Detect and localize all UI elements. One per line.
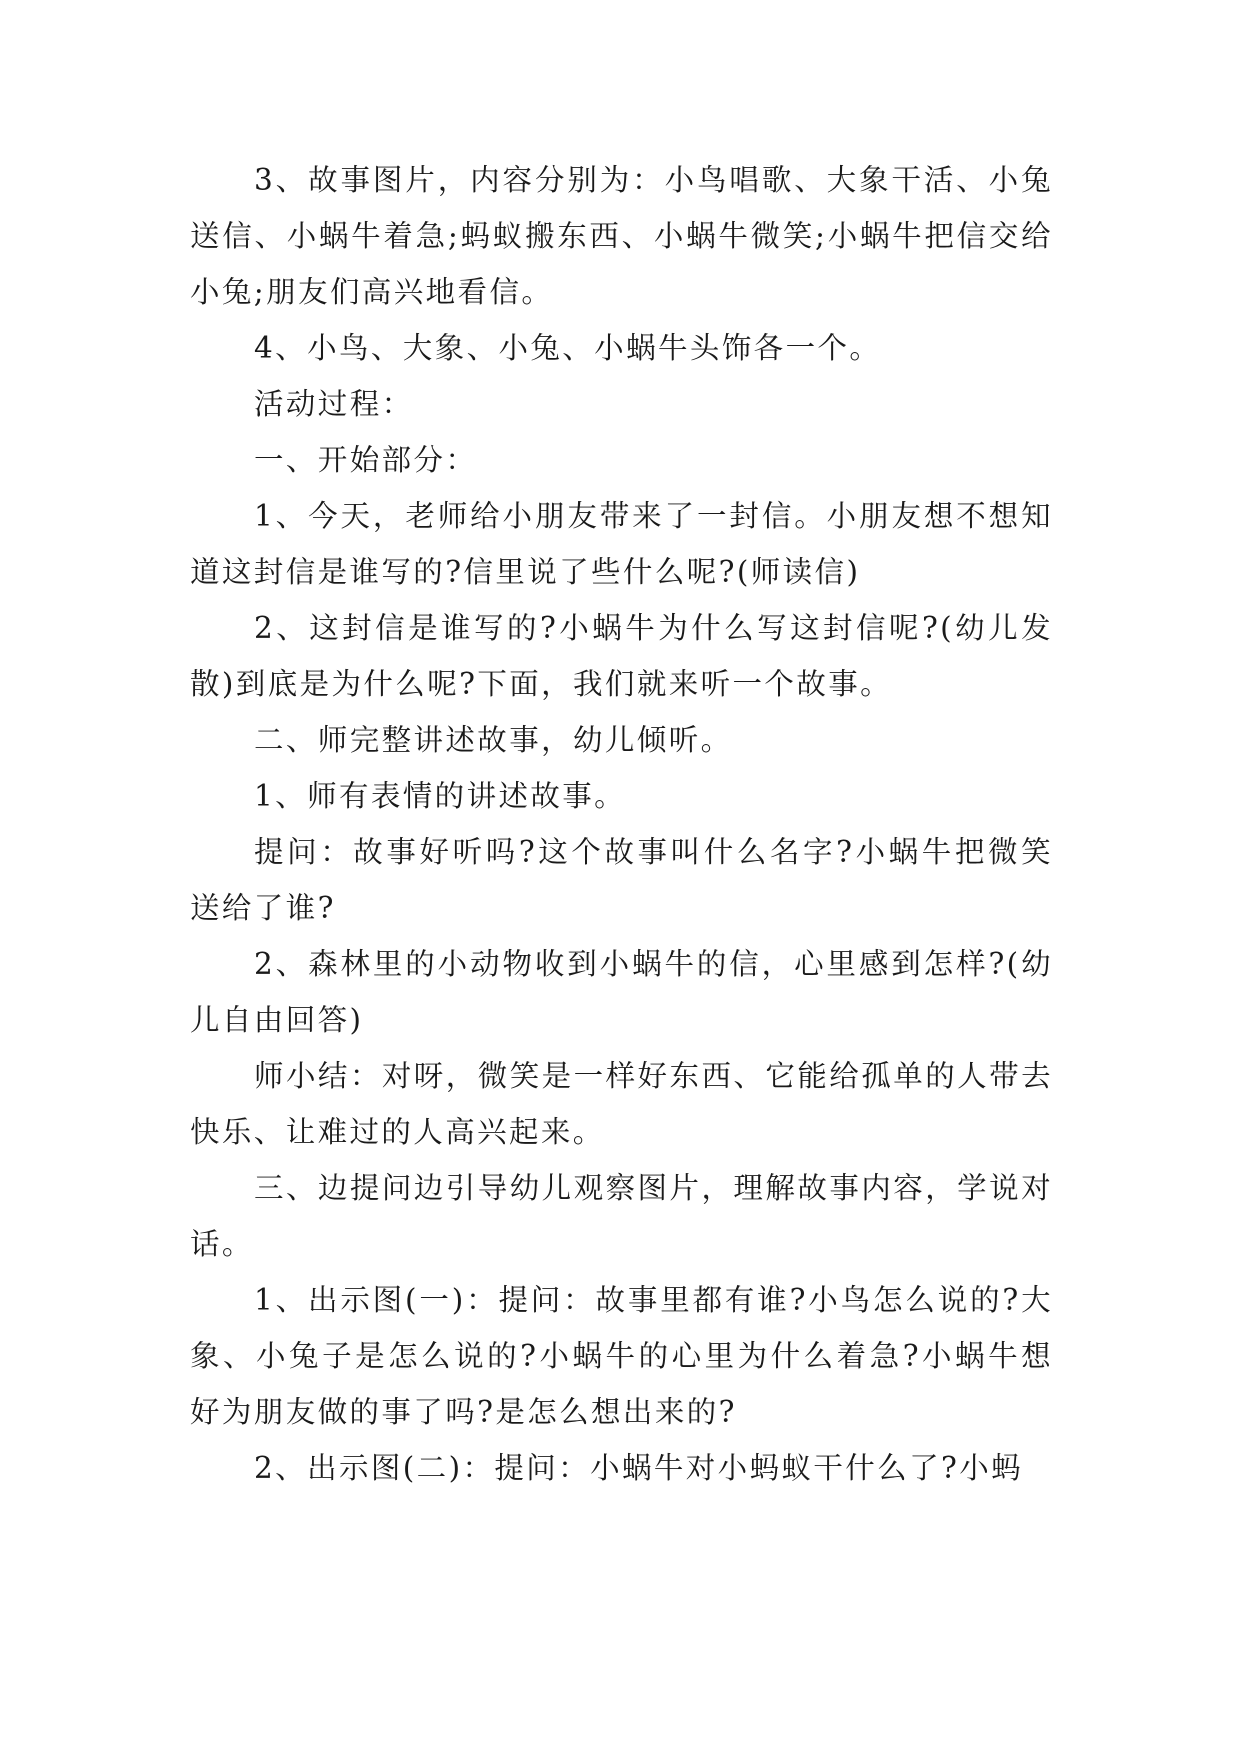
paragraph-questions: 提问：故事好听吗?这个故事叫什么名字?小蜗牛把微笑送给了谁? [190,835,1053,925]
body-text [190,152,1053,1496]
paragraph-expressive-telling: 1、师有表情的讲述故事。 [254,779,627,813]
paragraph-who-wrote: 2、这封信是谁写的?小蜗牛为什么写这封信呢?(幼儿发散)到底是为什么呢?下面，我们就来听一个故事。 [190,611,1053,701]
paragraph-story-pictures: 3、故事图片，内容分别为：小鸟唱歌、大象干活、小兔送信、小蜗牛着急;蚂蚁搬东西、小蜗牛微笑;小蜗牛把信交给小兔;朋友们高兴地看信。 [190,163,1054,309]
paragraph-teacher-summary: 师小结：对呀，微笑是一样好东西、它能给孤单的人带去快乐、让难过的人高兴起来。 [190,1059,1053,1149]
heading-observe-pictures: 三、边提问边引导幼儿观察图片，理解故事内容，学说对话。 [190,1171,1053,1261]
heading-activity-process: 活动过程： [254,387,414,421]
paragraph-letter-intro: 1、今天，老师给小朋友带来了一封信。小朋友想不想知道这封信是谁写的?信里说了些什么呢?(师读信) [190,499,1053,589]
paragraph-headwear: 4、小鸟、大象、小兔、小蜗牛头饰各一个。 [254,331,882,365]
heading-storytelling: 二、师完整讲述故事，幼儿倾听。 [254,723,733,757]
paragraph-picture-one: 1、出示图(一)：提问：故事里都有谁?小鸟怎么说的?大象、小兔子是怎么说的?小蜗牛的心里为什么着急?小蜗牛想好为朋友做的事了吗?是怎么想出来的? [190,1283,1053,1429]
paragraph-animals-feelings: 2、森林里的小动物收到小蜗牛的信，心里感到怎样?(幼儿自由回答) [190,947,1053,1037]
heading-opening-part: 一、开始部分： [254,443,478,477]
paragraph-picture-two: 2、出示图(二)：提问：小蜗牛对小蚂蚁干什么了?小蚂 [254,1451,1024,1485]
